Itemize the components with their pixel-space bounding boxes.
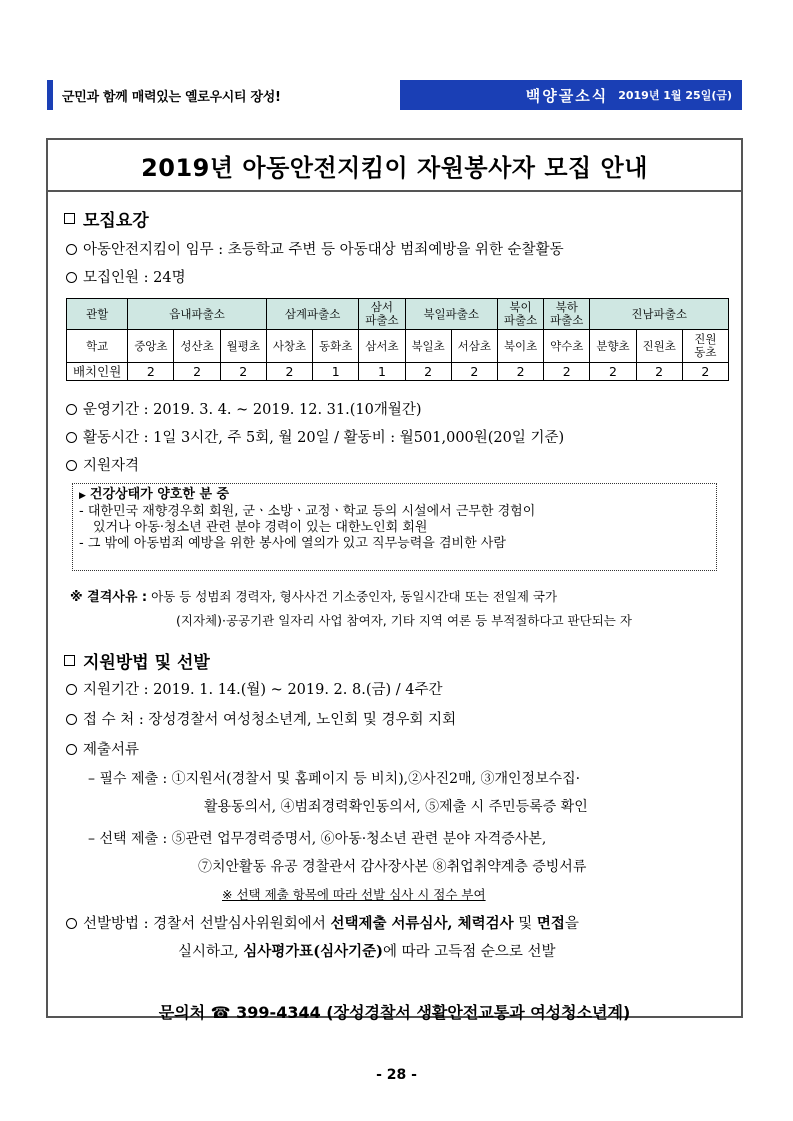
count-cell: 2 <box>220 363 266 381</box>
row-label: 학교 <box>67 330 128 363</box>
apply-period: 지원기간 : 2019. 1. 14.(월) ~ 2019. 2. 8.(금) / 4주간 <box>66 678 443 699</box>
count-cell: 2 <box>128 363 174 381</box>
selection-method-line-1: 선발방법 : 경찰서 선발심사위원회에서 선택제출 서류심사, 체력검사 및 면접을 <box>66 912 579 933</box>
station-cell: 삼계파출소 <box>266 299 358 330</box>
page-number: - 28 - <box>376 1067 417 1083</box>
selection-method-line-2: 실시하고, 심사평가표(심사기준)에 따라 고득점 순으로 선발 <box>178 943 556 960</box>
circle-bullet-icon <box>66 272 77 283</box>
recruit-count: 모집인원 : 24명 <box>66 266 186 287</box>
circle-bullet-icon <box>66 404 77 415</box>
count-cell: 2 <box>405 363 451 381</box>
table-row-counts <box>67 363 729 381</box>
square-bullet-icon <box>64 655 75 666</box>
circle-bullet-icon <box>66 714 77 725</box>
station-cell: 북일파출소 <box>405 299 497 330</box>
station-cell: 북하 파출소 <box>544 299 590 330</box>
school-cell: 서삼초 <box>451 330 497 363</box>
optional-docs-note: ※ 선택 제출 항목에 따라 선발 심사 시 점수 부여 <box>222 887 486 902</box>
count-cell: 2 <box>590 363 636 381</box>
optional-docs-line-2: ⑦치안활동 유공 경찰관서 감사장사본 ⑧취업취약계층 증빙서류 <box>198 859 587 875</box>
square-bullet-icon <box>64 213 75 224</box>
school-cell: 진원 동초 <box>682 330 728 363</box>
count-cell: 1 <box>313 363 359 381</box>
circle-bullet-icon <box>66 244 77 255</box>
required-docs-line-2: 활용동의서, ④범죄경력확인동의서, ⑤제출 시 주민등록증 확인 <box>204 799 588 815</box>
circle-bullet-icon <box>66 918 77 929</box>
station-cell: 진남파출소 <box>590 299 729 330</box>
circle-bullet-icon <box>66 460 77 471</box>
title-box <box>48 140 741 192</box>
header-accent-bar <box>47 80 53 110</box>
count-cell: 2 <box>636 363 682 381</box>
recruit-duty: 아동안전지킴이 임무 : 초등학교 주변 등 아동대상 범죄예방을 위한 순찰활동 <box>66 238 564 259</box>
circle-bullet-icon <box>66 432 77 443</box>
operation-period: 운영기간 : 2019. 3. 4. ~ 2019. 12. 31.(10개월간) <box>66 398 422 419</box>
count-cell: 2 <box>682 363 728 381</box>
qualification-item-1-cont: 있거나 아동·청소년 관련 분야 경력이 있는 대한노인회 회원 <box>93 520 428 535</box>
qualification-item-1: - 대한민국 재향경우회 회원, 군ㆍ소방ㆍ교정ㆍ학교 등의 시설에서 근무한 경험이 <box>79 504 536 519</box>
newsletter-name: 백양골소식 <box>525 86 609 105</box>
school-cell: 성산초 <box>174 330 220 363</box>
page-title: 2019년 아동안전지킴이 자원봉사자 모집 안내 <box>141 153 648 182</box>
disqualification-label: ※ 결격사유 : <box>70 590 148 605</box>
disqualification-line-1: ※ 결격사유 : 아동 등 성범죄 경력자, 형사사건 기소중인자, 동일시간대 또는 전일제 국가 <box>70 589 558 605</box>
count-cell: 1 <box>359 363 405 381</box>
table-row-schools <box>67 330 729 363</box>
qualification-label: 지원자격 <box>66 454 139 475</box>
school-cell: 사창초 <box>266 330 312 363</box>
count-cell: 2 <box>174 363 220 381</box>
qualification-item-2: - 그 밖에 아동범죄 예방을 위한 봉사에 열의가 있고 직무능력을 겸비한 사람 <box>79 536 506 551</box>
count-cell: 2 <box>544 363 590 381</box>
school-cell: 중앙초 <box>128 330 174 363</box>
row-label: 배치인원 <box>67 363 128 381</box>
qualification-box <box>72 483 717 571</box>
disqualification-line-2: (지자체)·공공기관 일자리 사업 참여자, 기타 지역 여론 등 부적절하다고 판단되는 자 <box>176 613 632 628</box>
assignment-table <box>66 298 729 381</box>
apply-place: 접 수 처 : 장성경찰서 여성청소년계, 노인회 및 경우회 지회 <box>66 708 456 729</box>
header-newsletter-box <box>400 80 742 110</box>
count-cell: 2 <box>266 363 312 381</box>
station-cell: 읍내파출소 <box>128 299 267 330</box>
school-cell: 북이초 <box>497 330 543 363</box>
station-cell: 삼서 파출소 <box>359 299 405 330</box>
header-slogan: 군민과 함께 매력있는 옐로우시티 장성! <box>62 90 281 105</box>
circle-bullet-icon <box>66 684 77 695</box>
required-docs-line-1: – 필수 제출 : ①지원서(경찰서 및 홈페이지 등 비치),②사진2매, ③개인정보수집· <box>88 771 581 787</box>
school-cell: 동화초 <box>313 330 359 363</box>
optional-docs-line-1: – 선택 제출 : ⑤관련 업무경력증명서, ⑥아동·청소년 관련 분야 자격증사본, <box>88 831 547 847</box>
section-apply-heading: 지원방법 및 선발 <box>64 648 210 673</box>
circle-bullet-icon <box>66 744 77 755</box>
school-cell: 삼서초 <box>359 330 405 363</box>
school-cell: 분향초 <box>590 330 636 363</box>
station-cell: 북이 파출소 <box>497 299 543 330</box>
count-cell: 2 <box>451 363 497 381</box>
table-row-stations <box>67 299 729 330</box>
contact-info: 문의처 ☎ 399-4344 (장성경찰서 생활안전교통과 여성청소년계) <box>158 1003 631 1022</box>
triangle-bullet-icon: ▶ <box>79 491 86 501</box>
docs-label: 제출서류 <box>66 738 139 759</box>
school-cell: 약수초 <box>544 330 590 363</box>
row-label: 관할 <box>67 299 128 330</box>
newsletter-date: 2019년 1월 25일(금) <box>618 89 732 102</box>
activity-hours: 활동시간 : 1일 3시간, 주 5회, 월 20일 / 활동비 : 월501,000원(20일 기준) <box>66 426 564 447</box>
school-cell: 북일초 <box>405 330 451 363</box>
school-cell: 월평초 <box>220 330 266 363</box>
qualification-head: ▶ 건강상태가 양호한 분 중 <box>79 487 230 502</box>
count-cell: 2 <box>497 363 543 381</box>
section-recruit-heading: 모집요강 <box>64 206 149 231</box>
school-cell: 진원초 <box>636 330 682 363</box>
notice-frame <box>46 138 743 1022</box>
